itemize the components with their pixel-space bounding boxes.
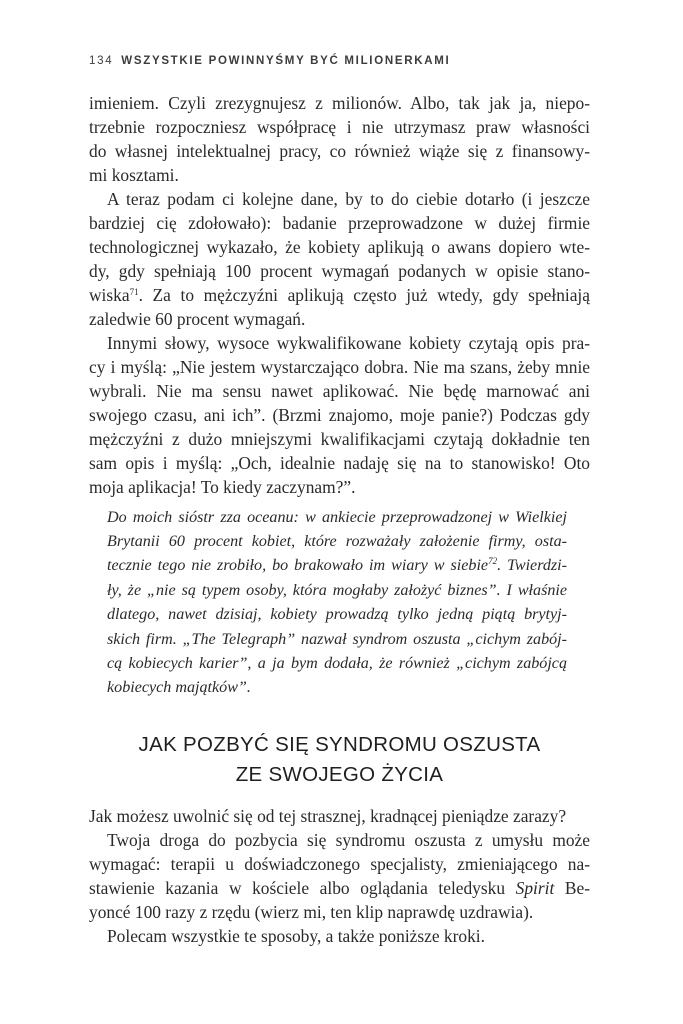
quote-line: dlatego, nawet dzisiaj, kobiety prowadzą tylko jedną piątą brytyj-: [107, 606, 567, 623]
body-line: mężczyźni z dużo mniejszymi kwalifikacjami czytają dokładnie ten: [89, 429, 590, 449]
quote-line: Brytanii 60 procent kobiet, które rozważały założenie firmy, osta-: [107, 533, 567, 550]
running-title: WSZYSTKIE POWINNYŚMY BYĆ MILIONERKAMI: [121, 55, 451, 67]
body-text: wiska: [89, 285, 130, 305]
body-line: imieniem. Czyli zrezygnujesz z milionów. Albo, tak jak ja, niepo-: [89, 93, 590, 113]
quote-line: ły, że „nie są typem osoby, która mogłaby założyć biznes”. I właśnie: [107, 582, 567, 599]
body-line: Jak możesz uwolnić się od tej strasznej, kradnącej pieniądze zarazy?: [89, 806, 567, 826]
body-line: wymagać: terapii u doświadczonego specjalisty, zmieniającego na-: [89, 854, 590, 874]
body-line: Twoja droga do pozbycia się syndromu oszusta z umysłu może: [107, 830, 590, 850]
footnote-ref-72: 72: [488, 556, 498, 566]
body-line: cy i myślą: „Nie jestem wystarczająco dobra. Nie ma szans, żeby mnie: [89, 357, 590, 377]
body-line: dy, gdy spełniają 100 procent wymagań podanych w opisie stano-: [89, 261, 590, 281]
body-line: do własnej intelektualnej pracy, co również wiąże się z finansowy-: [89, 141, 590, 161]
quote-line: kobiecych majątków”.: [107, 679, 251, 696]
body-line: bardziej cię zdołowało): badanie przeprowadzone w dużej firmie: [89, 213, 590, 233]
quote-line: skich firm. „The Telegraph” nazwał syndrom oszusta „cichym zabój-: [107, 631, 567, 648]
quote-line: cą kobiecych karier”, a ja bym dodała, że również „cichym zabójcą: [107, 655, 567, 672]
quote-line: Do moich sióstr zza oceanu: w ankiecie przeprowadzonej w Wielkiej: [107, 509, 567, 526]
body-line: [89, 283, 590, 307]
body-line: mi kosztami.: [89, 165, 179, 185]
running-header: [89, 55, 450, 67]
footnote-ref-71: 71: [129, 287, 139, 297]
body-line: technologicznej wykazało, że kobiety aplikują o awans dopiero wte-: [89, 237, 590, 257]
body-text: . Za to mężczyźni aplikują często już wtedy, gdy spełniają: [138, 285, 590, 305]
body-line: moja aplikacja! To kiedy zaczynam?”.: [89, 477, 356, 497]
body-line: Polecam wszystkie te sposoby, a także poniższe kroki.: [107, 926, 485, 946]
body-line: Innymi słowy, wysoce wykwalifikowane kobiety czytają opis pra-: [107, 333, 590, 353]
body-line: [89, 876, 590, 900]
body-line: trzebnie rozpoczniesz współpracę i nie utrzymasz praw własności: [89, 117, 590, 137]
body-text: Be-: [554, 878, 590, 898]
body-line: sam opis i myślą: „Och, idealnie nadaję się na to stanowisko! Oto: [89, 453, 590, 473]
section-heading-line-2: ZE SWOJEGO ŻYCIA: [235, 763, 444, 786]
italic-title-spirit: Spirit: [515, 878, 555, 898]
quote-text: . Twierdzi-: [497, 557, 567, 574]
section-heading-line-1: JAK POZBYĆ SIĘ SYNDROMU OSZUSTA: [138, 733, 541, 756]
page-number: 134: [89, 55, 114, 67]
body-line: swojego czasu, ani ich”. (Brzmi znajomo, moje panie?) Podczas gdy: [89, 405, 590, 425]
body-line: A teraz podam ci kolejne dane, by to do ciebie dotarło (i jeszcze: [107, 189, 590, 209]
body-line: wybrali. Nie ma sensu nawet aplikować. Nie będę marnować ani: [89, 381, 590, 401]
body-line: zaledwie 60 procent wymagań.: [89, 309, 306, 329]
quote-line: [107, 554, 567, 579]
body-text: stawienie kazania w kościele albo oglądania teledysku: [89, 878, 516, 898]
quote-text: tecznie tego nie zrobiło, bo brakowało im wiary w siebie: [107, 557, 489, 574]
body-line: yoncé 100 razy z rzędu (wierz mi, ten klip naprawdę uzdrawia).: [89, 902, 534, 922]
